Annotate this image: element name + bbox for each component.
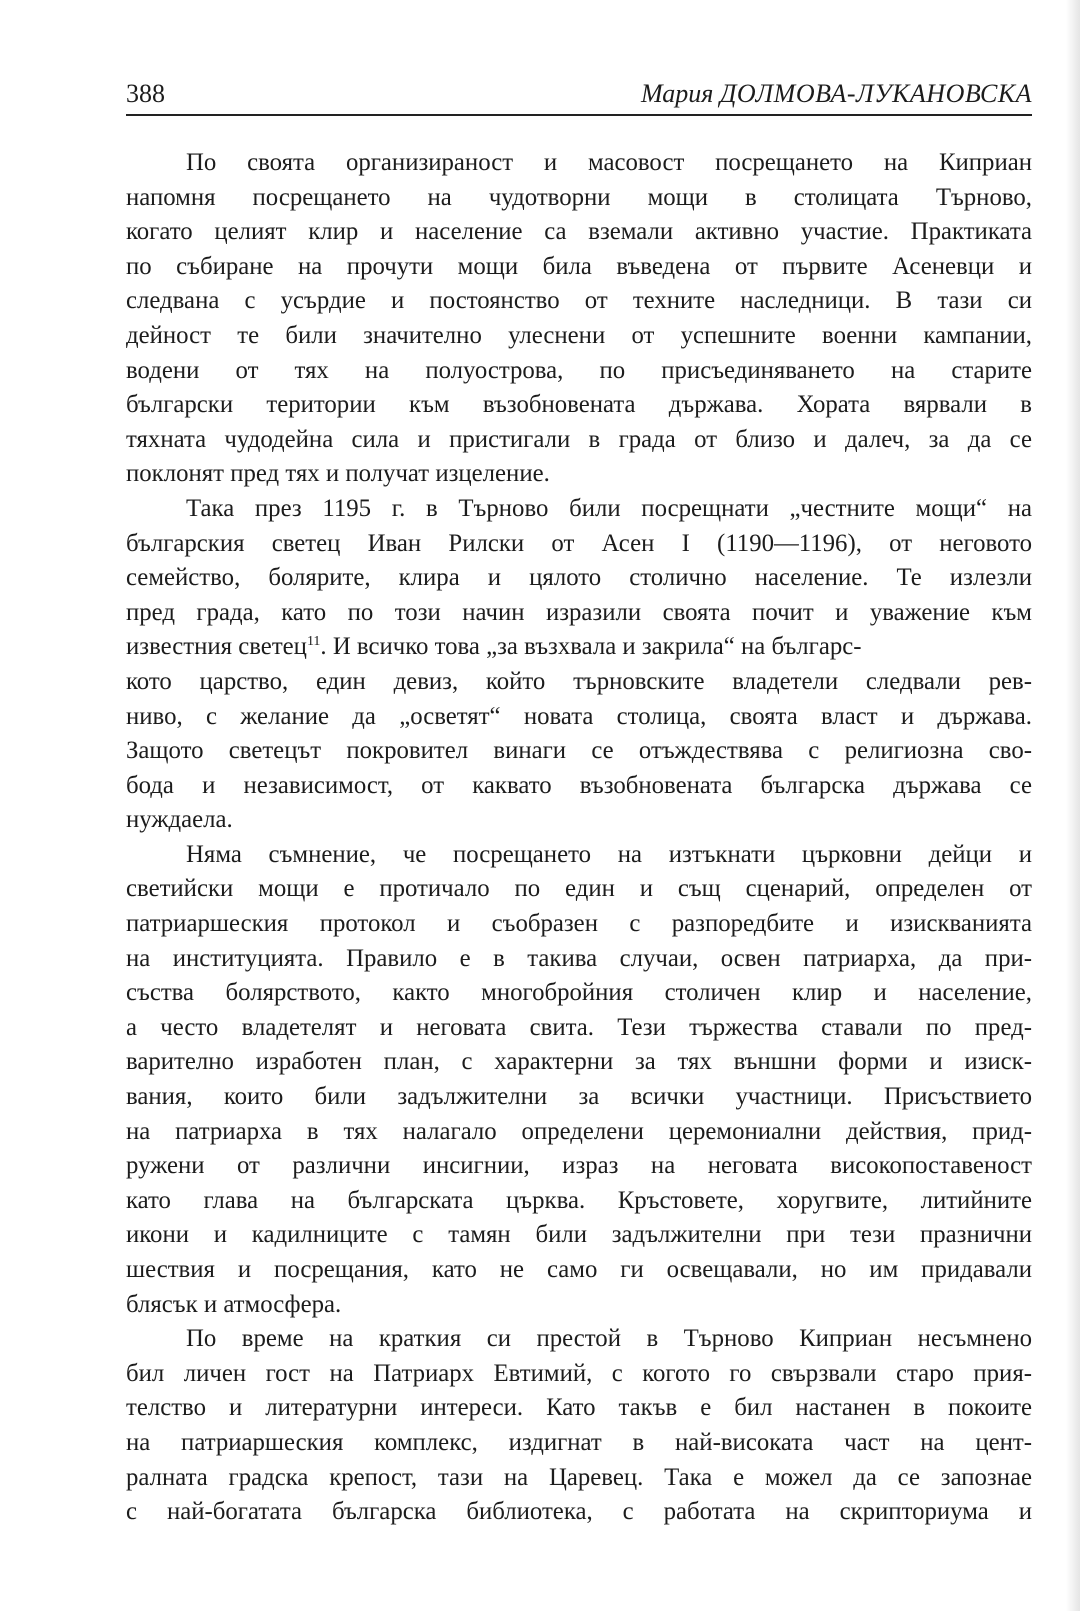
text-line: варително изработен план, с характерни за тях външни форми и изиск- [126,1048,1032,1076]
footnote-marker: 11 [306,634,321,650]
text-line: Няма съмнение, че посрещането на изтъкнати църковни дейци и [186,840,1032,868]
text-line: водени от тях на полуострова, по присъединяването на старите [126,356,1032,384]
text-segment: известния светец [126,633,307,661]
paragraph [126,1322,1032,1530]
text-line: вания, които били задължителни за всички участници. Присъствието [126,1083,1032,1111]
text-line: ниво, с желание да „осветят“ новата столица, своята власт и държава. [126,702,1032,730]
text-line: нуждаела. [126,806,233,834]
page-edge-shadow [1066,0,1080,1611]
running-header [126,74,1032,116]
text-segment: . И всичко това „за възхвала и закрила“ на българс- [320,633,862,661]
text-line: патриаршеския протокол и съобразен с разпоредбите и изискванията [126,910,1032,938]
text-line: По своята организираност и масовост посрещането на Киприан [186,149,1032,176]
text-line: българския светец Иван Рилски от Асен I (1190—1196), от неговото [126,529,1032,557]
text-line: Така през 1195 г. в Търново били посрещнати „честните мощи“ на [186,494,1032,522]
text-line: следвана с усърдие и постоянство от техните наследници. В тази си [126,287,1032,315]
paragraph [126,492,1032,838]
text-line: семейство, болярите, клира и цялото столично население. Те излезли [126,564,1032,592]
text-line: кото царство, един девиз, който търновските владетели следвали рев- [126,667,1032,695]
text-line: светийски мощи е протичало по един и същ сценарий, определен от [126,875,1032,903]
text-line: когато целият клир и население са вземали активно участие. Практиката [126,218,1032,246]
text-line: блясък и атмосфера. [126,1290,342,1318]
text-line: ралната градска крепост, тази на Царевец. Така е можел да се запознае [126,1463,1032,1491]
paragraph [126,838,1032,1322]
author-surname: ДОЛМОВА-ЛУКАНОВСКА [719,79,1032,108]
text-line: По време на краткия си престой в Търново Киприан несъмнено [186,1325,1032,1353]
text-line: тяхната чудодейна сила и пристигали в града от близо и далеч, за да се [126,425,1032,453]
text-line: икони и кадилниците с тамян били задължителни при тези празнични [126,1221,1032,1249]
text-line: а често владетелят и неговата свита. Тези тържества ставали по пред- [126,1013,1032,1041]
text-line: с най-богатата българска библиотека, с работата на скрипториума и [126,1498,1032,1526]
paragraph [126,146,1032,492]
text-line: на патриарха в тях налагало определени церемониални действия, прид- [126,1117,1032,1145]
text-line: бил личен гост на Патриарх Евтимий, с когото го свързвали старо прия- [126,1359,1032,1387]
author-first-name: Мария [641,79,714,108]
running-head-author [641,78,1032,110]
text-line-with-footnote [126,630,1032,665]
text-line: български територии към възобновената държава. Хората вярвали в [126,391,1032,419]
text-line: по събиране на прочути мощи била въведена от първите Асеневци и [126,252,1032,280]
text-line: шествия и посрещания, като не само ги освещавали, но им придавали [126,1256,1032,1283]
text-line: телство и литературни интереси. Като такъв е бил настанен в покоите [126,1394,1032,1422]
text-line: съства болярството, както многобройния столичен клир и население, [126,979,1032,1007]
text-line: дейност те били значително улеснени от успешните военни кампании, [126,321,1032,349]
text-line: ружени от различни инсигнии, израз на неговата високопоставеност [126,1152,1032,1180]
text-line: като глава на българската църква. Кръстовете, хоругвите, литийните [126,1186,1032,1214]
text-line: напомня посрещането на чудотворни мощи в столицата Търново, [126,183,1032,211]
text-line: бода и независимост, от каквато възобновената българска държава се [126,771,1032,799]
text-line: на патриаршеския комплекс, издигнат в най-високата част на цент- [126,1428,1032,1456]
text-line: поклонят пред тях и получат изцеление. [126,460,550,488]
text-line: Защото светецът покровител винаги се отъждествява с религиозна сво- [126,737,1032,765]
body-text [126,146,1032,1530]
page-number: 388 [126,79,165,108]
text-line: пред града, като по този начин изразили своята почит и уважение към [126,598,1032,626]
text-line: на институцията. Правило е в такива случаи, освен патриарха, да при- [126,944,1032,972]
